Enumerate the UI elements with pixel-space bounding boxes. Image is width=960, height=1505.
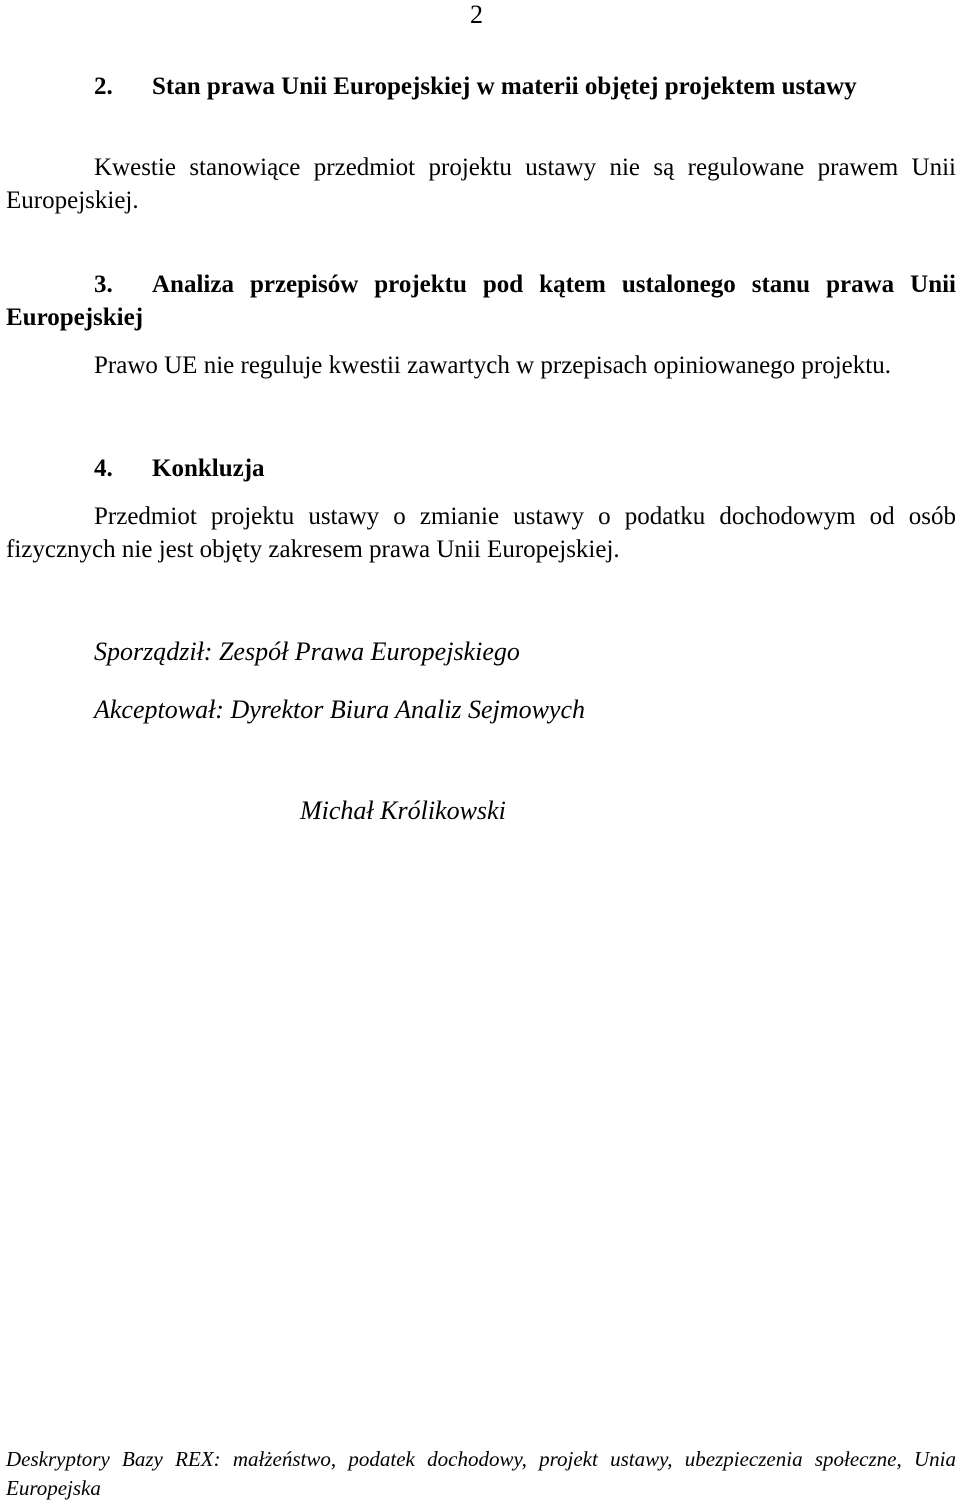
- prepared-by: Sporządził: Zespół Prawa Europejskiego: [94, 637, 520, 666]
- section-3-number: 3.: [94, 271, 113, 298]
- section-2-heading: [6, 70, 956, 103]
- approved-by: Akceptował: Dyrektor Biura Analiz Sejmowych: [94, 695, 586, 724]
- section-4-body: Przedmiot projektu ustawy o zmianie ustawy o podatku dochodowym od osób fizycznych nie jest objęty zakresem prawa Unii Europejskiej.: [6, 503, 956, 563]
- section-3-body: Prawo UE nie reguluje kwestii zawartych w przepisach opiniowanego projektu.: [94, 352, 891, 379]
- section-3-title: Analiza przepisów projektu pod kątem ustalonego stanu prawa Unii Europejskiej: [6, 271, 956, 331]
- rex-descriptors: Deskryptory Bazy REX: małżeństwo, podatek dochodowy, projekt ustawy, ubezpieczenia społeczne, Unia Europejska: [6, 1447, 956, 1500]
- section-2-number: 2.: [94, 73, 113, 100]
- section-2-body: Kwestie stanowiące przedmiot projektu ustawy nie są regulowane prawem Unii Europejskiej.: [6, 154, 956, 214]
- page-number: 2: [470, 0, 483, 29]
- section-2-title: Stan prawa Unii Europejskiej w materii objętej projektem ustawy: [152, 73, 857, 100]
- section-4-heading: [6, 452, 956, 485]
- signatory-name: Michał Królikowski: [300, 796, 506, 825]
- section-3-heading: [6, 268, 956, 334]
- section-4-number: 4.: [94, 455, 113, 482]
- section-4-title: Konkluzja: [152, 455, 265, 482]
